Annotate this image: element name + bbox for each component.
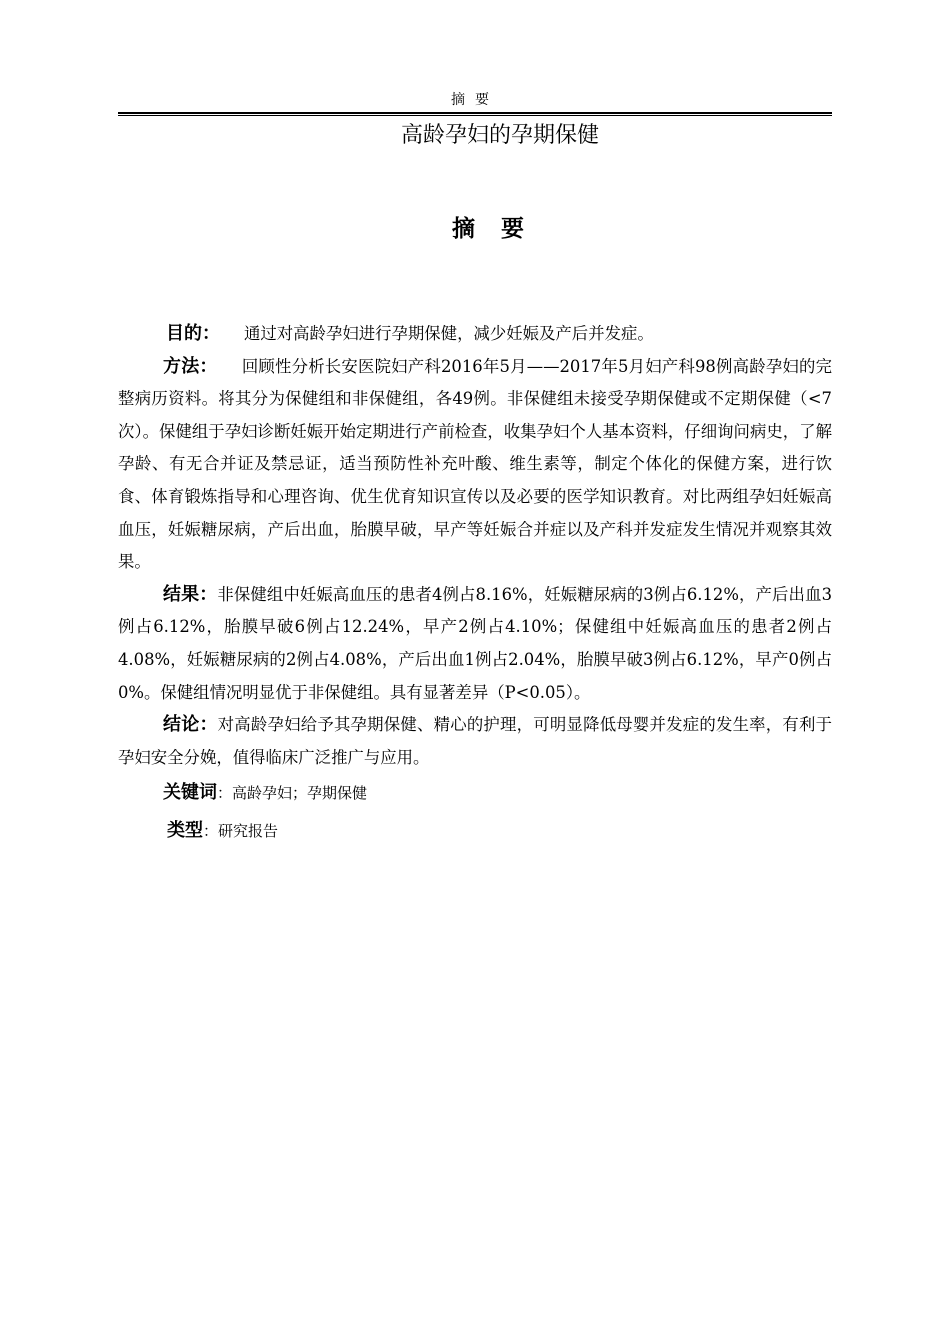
header-rule xyxy=(118,112,832,114)
results-text: 非保健组中妊娠高血压的患者4例占8.16%，妊娠糖尿病的3例占6.12%，产后出血3例占6.12%，胎膜早破6例占12.24%，早产2例占4.10%；保健组中妊娠高血压的患者2例占4.08%，妊娠糖尿病的2例占4.08%，产后出血1例占2.04%，胎膜早破3例占6.12%，早产0例占0%。保健组情况明显优于非保健组。具有显著差异（P<0.05）。 xyxy=(118,584,833,702)
method-paragraph xyxy=(118,351,832,579)
header-rule-thin xyxy=(118,115,832,116)
purpose-label: 目的： xyxy=(166,323,220,344)
type-text: ：研究报告 xyxy=(203,822,279,841)
purpose-text: 通过对高龄孕妇进行孕期保健，减少妊娠及产后并发症。 xyxy=(244,324,654,343)
purpose-paragraph xyxy=(118,318,832,351)
running-header: 摘要 xyxy=(451,92,499,108)
conclusion-label: 结论： xyxy=(163,714,218,736)
results-label: 结果： xyxy=(163,583,218,605)
keywords-label: 关键词 xyxy=(163,782,217,804)
type-line xyxy=(118,812,832,850)
type-label: 类型 xyxy=(167,820,203,842)
results-paragraph xyxy=(118,579,832,709)
method-label: 方法： xyxy=(163,355,218,377)
method-text: 回顾性分析长安医院妇产科2016年5月——2017年5月妇产科98例高龄孕妇的完整病历资料。将其分为保健组和非保健组，各49例。非保健组未接受孕期保健或不定期保健（<7次）。保健组于孕妇诊断妊娠开始定期进行产前检查，收集孕妇个人基本资料，仔细询问病史，了解孕龄、有无合并证及禁忌证，适当预防性补充叶酸、维生素等，制定个体化的保健方案，进行饮食、体育锻炼指导和心理咨询、优生优育知识宣传以及必要的医学知识教育。对比两组孕妇妊娠高血压，妊娠糖尿病，产后出血，胎膜早破，早产等妊娠合并症以及产科并发症发生情况并观察其效果。 xyxy=(118,356,833,572)
document-title: 高龄孕妇的孕期保健 xyxy=(400,123,599,148)
conclusion-text: 对高龄孕妇给予其孕期保健、精心的护理，可明显降低母婴并发症的发生率，有利于孕妇安全分娩，值得临床广泛推广与应用。 xyxy=(118,715,833,767)
abstract-heading: 摘要 xyxy=(452,216,550,242)
conclusion-paragraph xyxy=(118,709,832,774)
keywords-text: ：高龄孕妇；孕期保健 xyxy=(217,784,368,803)
abstract-body xyxy=(118,318,832,850)
keywords-line xyxy=(118,774,832,812)
